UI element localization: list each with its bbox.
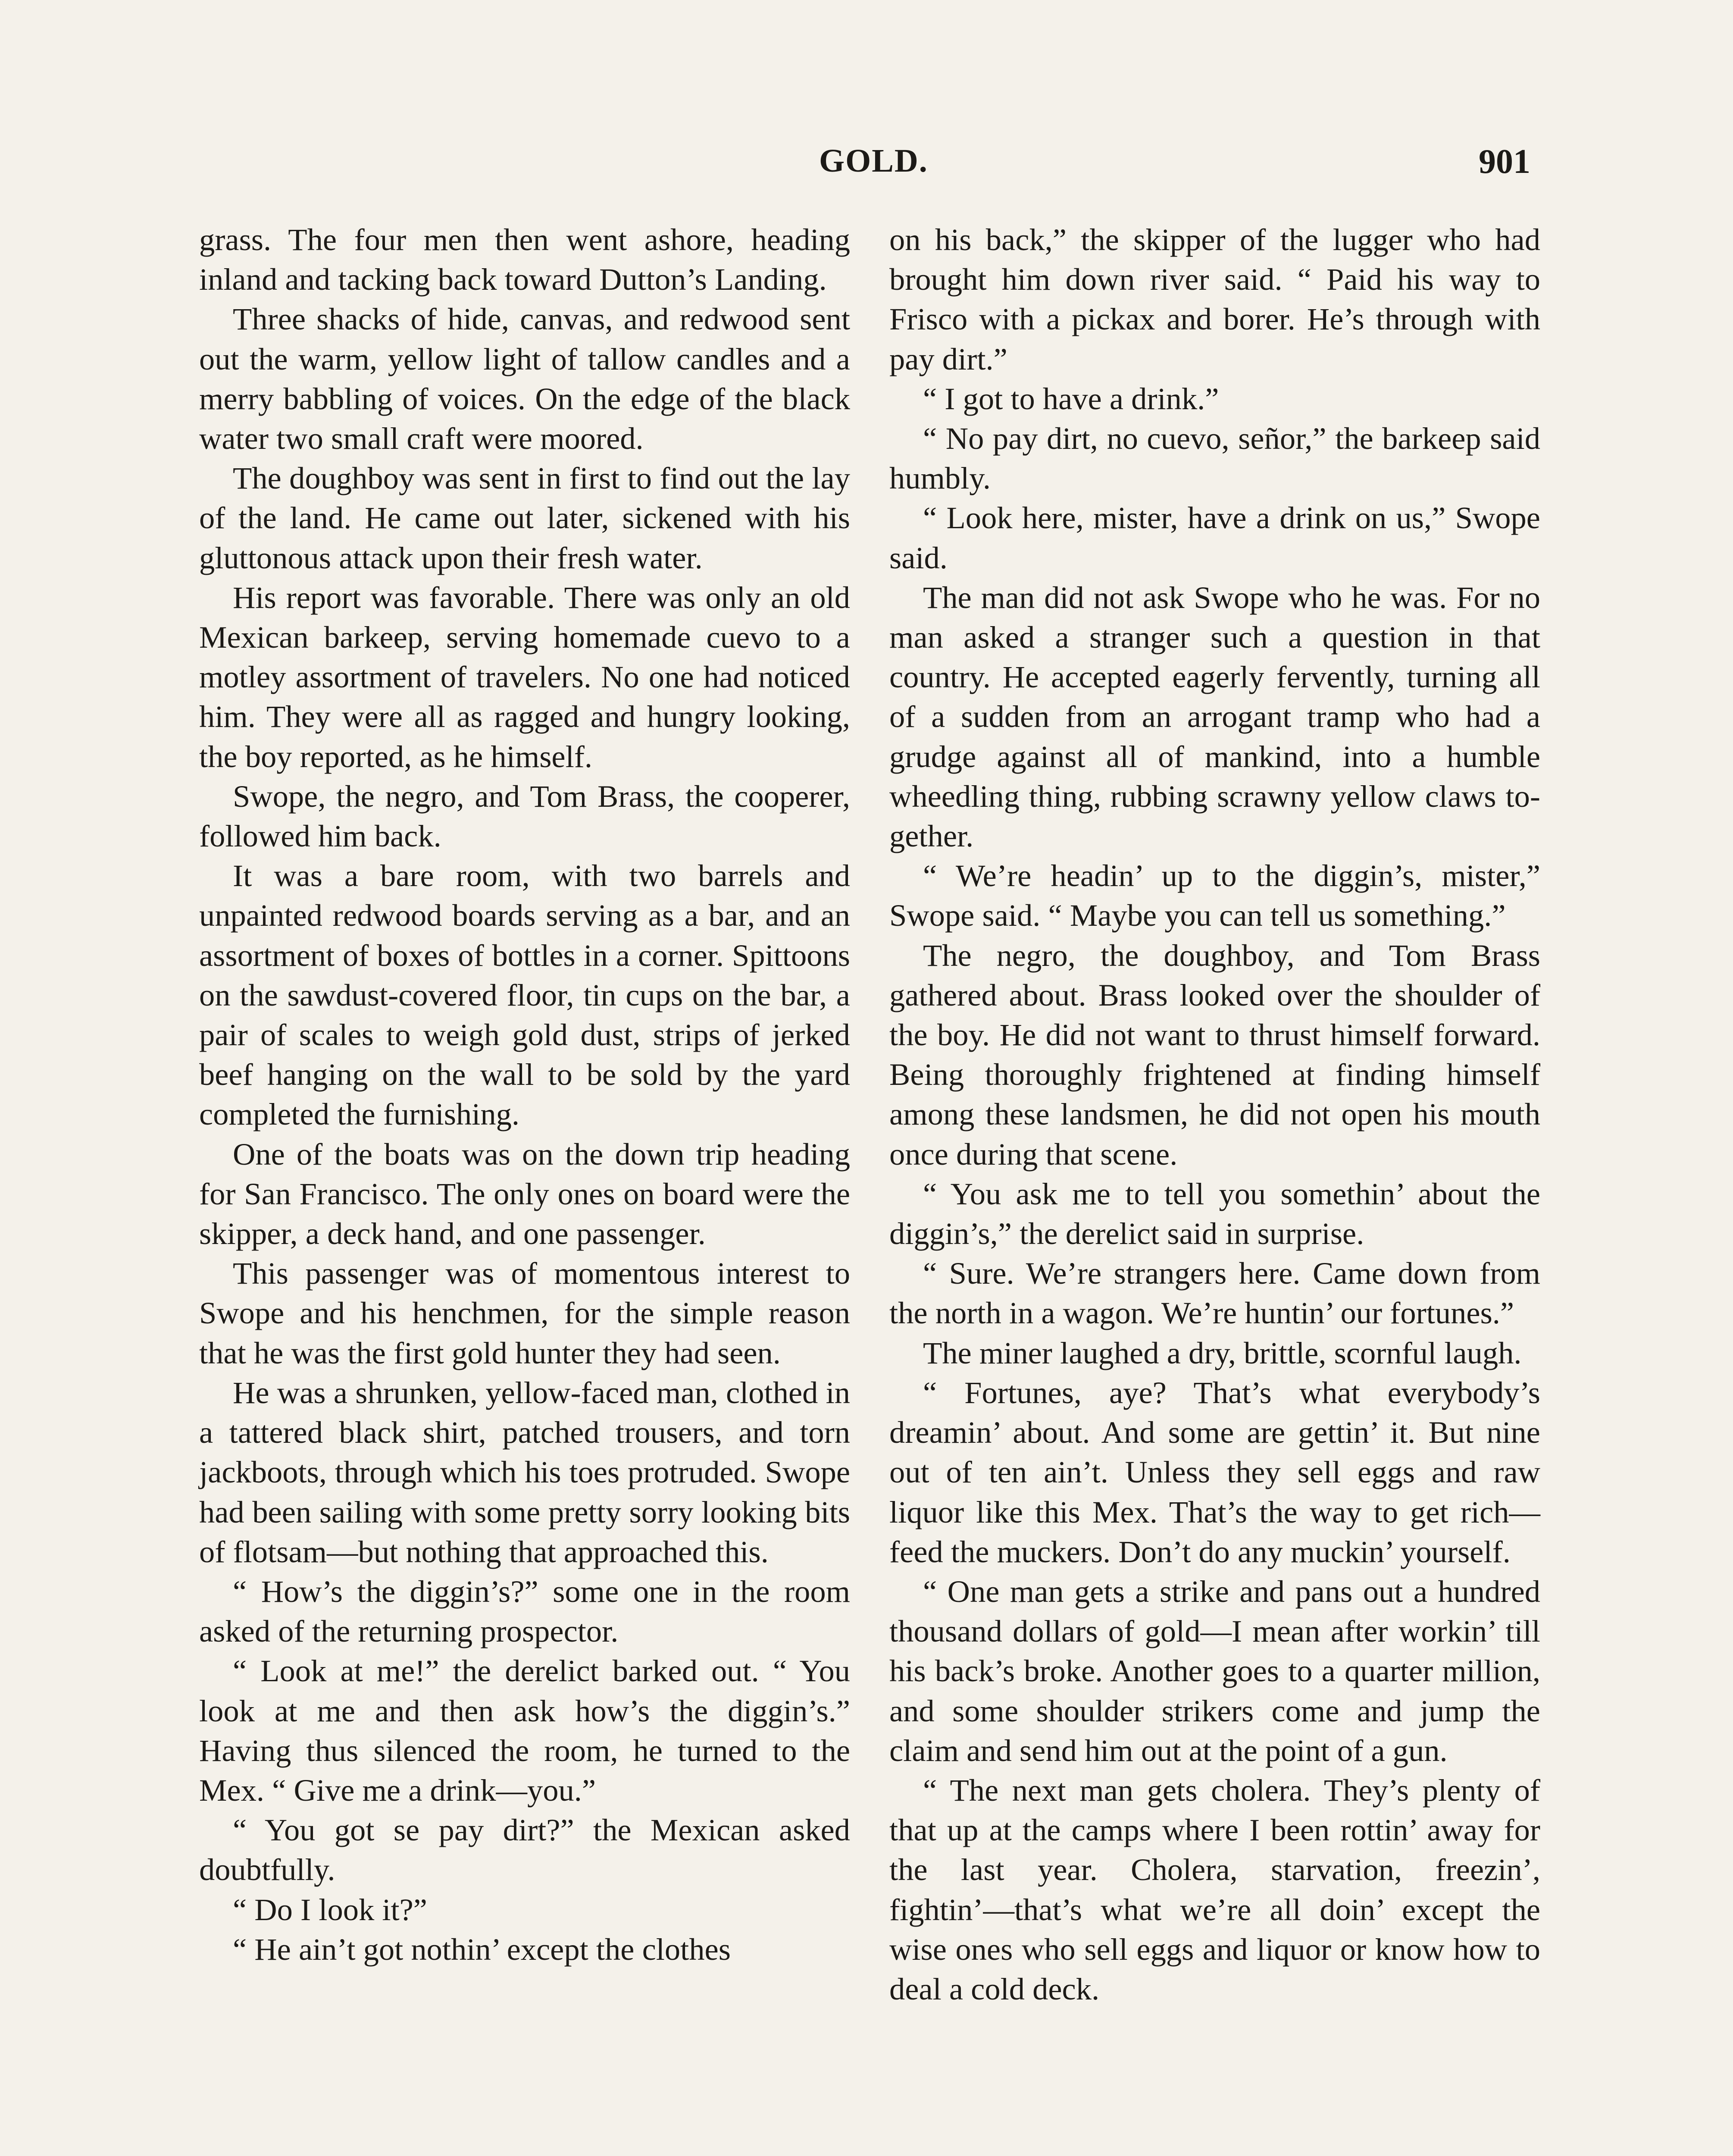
paragraph: “ We’re headin’ up to the diggin’s, mister,” Swope said. “ Maybe you can tell us something.”	[889, 858, 1540, 933]
paragraph: “ How’s the diggin’s?” some one in the room asked of the returning prospector.	[199, 1573, 850, 1649]
paragraph: It was a bare room, with two barrels and unpainted redwood boards serving as a bar, and an assortment of boxes of bottles in a corner. Spittoons on the sawdust-covered floor, tin cups on the bar, a pair of scales to weigh gold dust, strips of jerked beef hanging on the wall to be sold by the yard completed the furnishing.	[199, 858, 850, 1132]
paragraph: “ Do I look it?”	[233, 1892, 427, 1927]
left-text-column	[199, 220, 850, 1969]
paragraph: “ No pay dirt, no cuevo, señor,” the barkeep said humbly.	[889, 421, 1540, 496]
paragraph: Swope, the negro, and Tom Brass, the cooperer, followed him back.	[199, 778, 850, 854]
paragraph: Three shacks of hide, canvas, and redwood sent out the warm, yellow light of tallow candles and a merry babbling of voices. On the edge of the black water two small craft were moored.	[199, 301, 850, 456]
paragraph: “ Look here, mister, have a drink on us,” Swope said.	[889, 500, 1540, 575]
paragraph: He was a shrunken, yellow-faced man, clothed in a tattered black shirt, patched trousers, and torn jackboots, through which his toes protruded. Swope had been sailing with some pretty sorry looking bits of flotsam—but nothing that approached this.	[199, 1375, 850, 1569]
paragraph: The negro, the doughboy, and Tom Brass gathered about. Brass looked over the shoulder of the boy. He did not want to thrust himself forward. Being thoroughly frightened at finding himself among these landsmen, he did not open his mouth once during that scene.	[889, 937, 1540, 1172]
paragraph: “ Look at me!” the derelict barked out. “ You look at me and then ask how’s the diggin’s.” Having thus silenced the room, he turned to the Mex. “ Give me a drink—you.”	[199, 1653, 850, 1808]
paragraph: The miner laughed a dry, brittle, scornful laugh.	[923, 1335, 1522, 1370]
running-title: GOLD.	[819, 143, 928, 179]
right-text-column	[889, 220, 1540, 2009]
page-number: 901	[1479, 143, 1530, 181]
paragraph: on his back,” the skipper of the lugger who had brought him down river said. “ Paid his way to Frisco with a pickax and borer. He’s through with pay dirt.”	[889, 222, 1540, 376]
paragraph: “ Sure. We’re strangers here. Came down from the north in a wagon. We’re huntin’ our fortunes.”	[889, 1256, 1540, 1331]
paragraph: “ Fortunes, aye? That’s what everybody’s dreamin’ about. And some are gettin’ it. But nine out of ten ain’t. Unless they sell eggs and raw liquor like this Mex. That’s the way to get rich—feed the muckers. Don’t do any muckin’ yourself.	[889, 1375, 1540, 1569]
paragraph: grass. The four men then went ashore, heading inland and tacking back toward Dutton’s Landing.	[199, 222, 850, 297]
paragraph: “ He ain’t got nothin’ except the clothes	[233, 1931, 731, 1967]
paragraph: “ One man gets a strike and pans out a hundred thousand dollars of gold—I mean after workin’ till his back’s broke. Another goes to a quarter million, and some shoulder strikers come and jump the claim and send him out at the point of a gun.	[889, 1573, 1540, 1768]
paragraph: His report was favorable. There was only an old Mexican barkeep, serving homemade cuevo to a motley assortment of travelers. No one had noticed him. They were all as ragged and hungry looking, the boy reported, as he himself.	[199, 580, 850, 774]
paragraph: “ You ask me to tell you somethin’ about the diggin’s,” the derelict said in surprise.	[889, 1176, 1540, 1251]
paragraph: The man did not ask Swope who he was. For no man asked a stranger such a question in that country. He accepted eagerly fervently, turning all of a sudden from an arrogant tramp who had a grudge against all of mankind, into a humble wheedling thing, rubbing scrawny yellow claws together.	[889, 580, 1540, 854]
paragraph: “ I got to have a drink.”	[923, 381, 1219, 416]
paragraph: One of the boats was on the down trip heading for San Francisco. The only ones on board were the skipper, a deck hand, and one passenger.	[199, 1136, 850, 1251]
paragraph: “ You got se pay dirt?” the Mexican asked doubtfully.	[199, 1812, 850, 1887]
paragraph: The doughboy was sent in first to find out the lay of the land. He came out later, sickened with his gluttonous attack upon their fresh water.	[199, 461, 850, 575]
paragraph: “ The next man gets cholera. They’s plenty of that up at the camps where I been rottin’ away for the last year. Cholera, starvation, freezin’, fightin’—that’s what we’re all doin’ except the wise ones who sell eggs and liquor or know how to deal a cold deck.	[889, 1772, 1540, 2006]
page-header	[0, 0, 1733, 233]
paragraph: This passenger was of momentous interest to Swope and his henchmen, for the simple reason that he was the first gold hunter they had seen.	[199, 1256, 850, 1370]
